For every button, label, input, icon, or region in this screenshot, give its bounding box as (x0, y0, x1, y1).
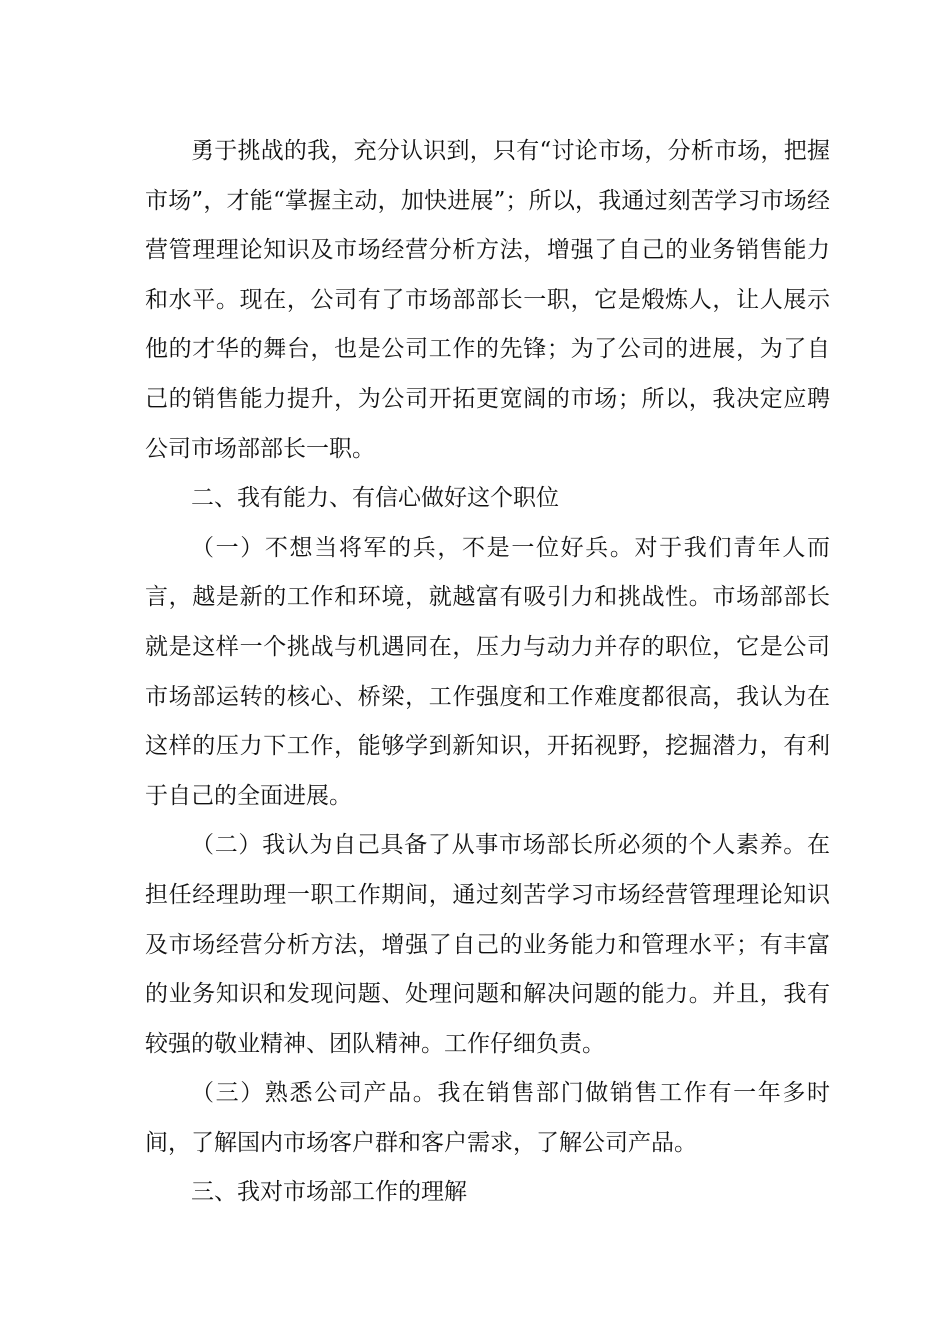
paragraph-intro: 勇于挑战的我，充分认识到，只有“讨论市场，分析市场，把握市场”，才能“掌握主动，加快进展”；所以，我通过刻苦学习市场经营管理理论知识及市场经营分析方法，增强了自己的业务销售能力和水平。现在，公司有了市场部部长一职，它是煅炼人，让人展示他的才华的舞台，也是公司工作的先锋；为了公司的进展，为了自己的销售能力提升，为公司开拓更宽阔的市场；所以，我决定应聘公司市场部部长一职。 (145, 138, 830, 462)
paragraph-point-2: （二）我认为自己具备了从事市场部长所必须的个人素养。在担任经理助理一职工作期间，通过刻苦学习市场经营管理理论知识及市场经营分析方法，增强了自己的业务能力和管理水平；有丰富的业务知识和发现问题、处理问题和解决问题的能力。并且，我有较强的敬业精神、团队精神。工作仔细负责。 (145, 832, 830, 1057)
section-heading-2: 二、我有能力、有信心做好这个职位 (191, 485, 559, 512)
paragraph-point-3: （三）熟悉公司产品。我在销售部门做销售工作有一年多时间，了解国内市场客户群和客户需求，了解公司产品。 (145, 1080, 830, 1156)
document-body (145, 127, 830, 1218)
paragraph-point-1: （一）不想当将军的兵，不是一位好兵。对于我们青年人而言，越是新的工作和环境，就越富有吸引力和挑战性。市场部部长就是这样一个挑战与机遇同在，压力与动力并存的职位，它是公司市场部运转的核心、桥梁，工作强度和工作难度都很高，我认为在这样的压力下工作，能够学到新知识，开拓视野，挖掘潜力，有利于自己的全面进展。 (145, 534, 830, 809)
section-heading-3: 三、我对市场部工作的理解 (191, 1179, 467, 1206)
